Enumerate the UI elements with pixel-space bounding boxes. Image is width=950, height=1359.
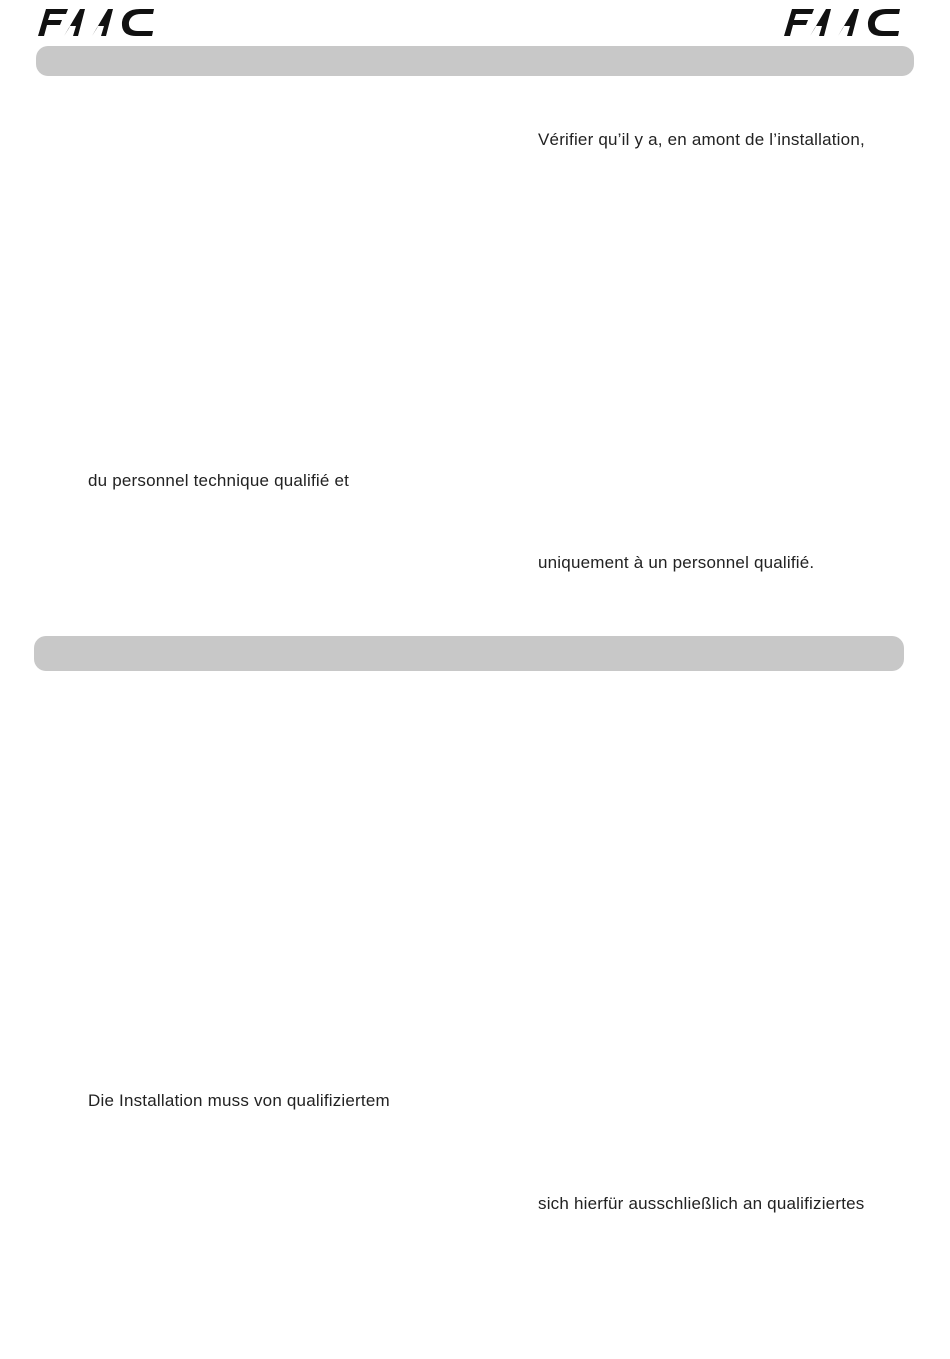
french-text-line-1: Vérifier qu’il y a, en amont de l’installation, bbox=[538, 130, 865, 149]
section-header-band-german bbox=[34, 636, 904, 671]
faac-logo-icon bbox=[780, 6, 914, 38]
faac-logo-right bbox=[780, 6, 914, 38]
french-text-line-3: uniquement à un personnel qualifié. bbox=[538, 553, 815, 572]
french-text-line-2: du personnel technique qualifié et bbox=[88, 471, 350, 490]
faac-logo-icon bbox=[34, 6, 168, 38]
faac-logo-left bbox=[34, 6, 168, 38]
german-text-line-2: sich hierfür ausschließlich an qualifiziertes bbox=[538, 1194, 865, 1213]
section-header-band-french bbox=[36, 46, 914, 76]
german-text-line-1: Die Installation muss von qualifiziertem bbox=[88, 1091, 390, 1110]
